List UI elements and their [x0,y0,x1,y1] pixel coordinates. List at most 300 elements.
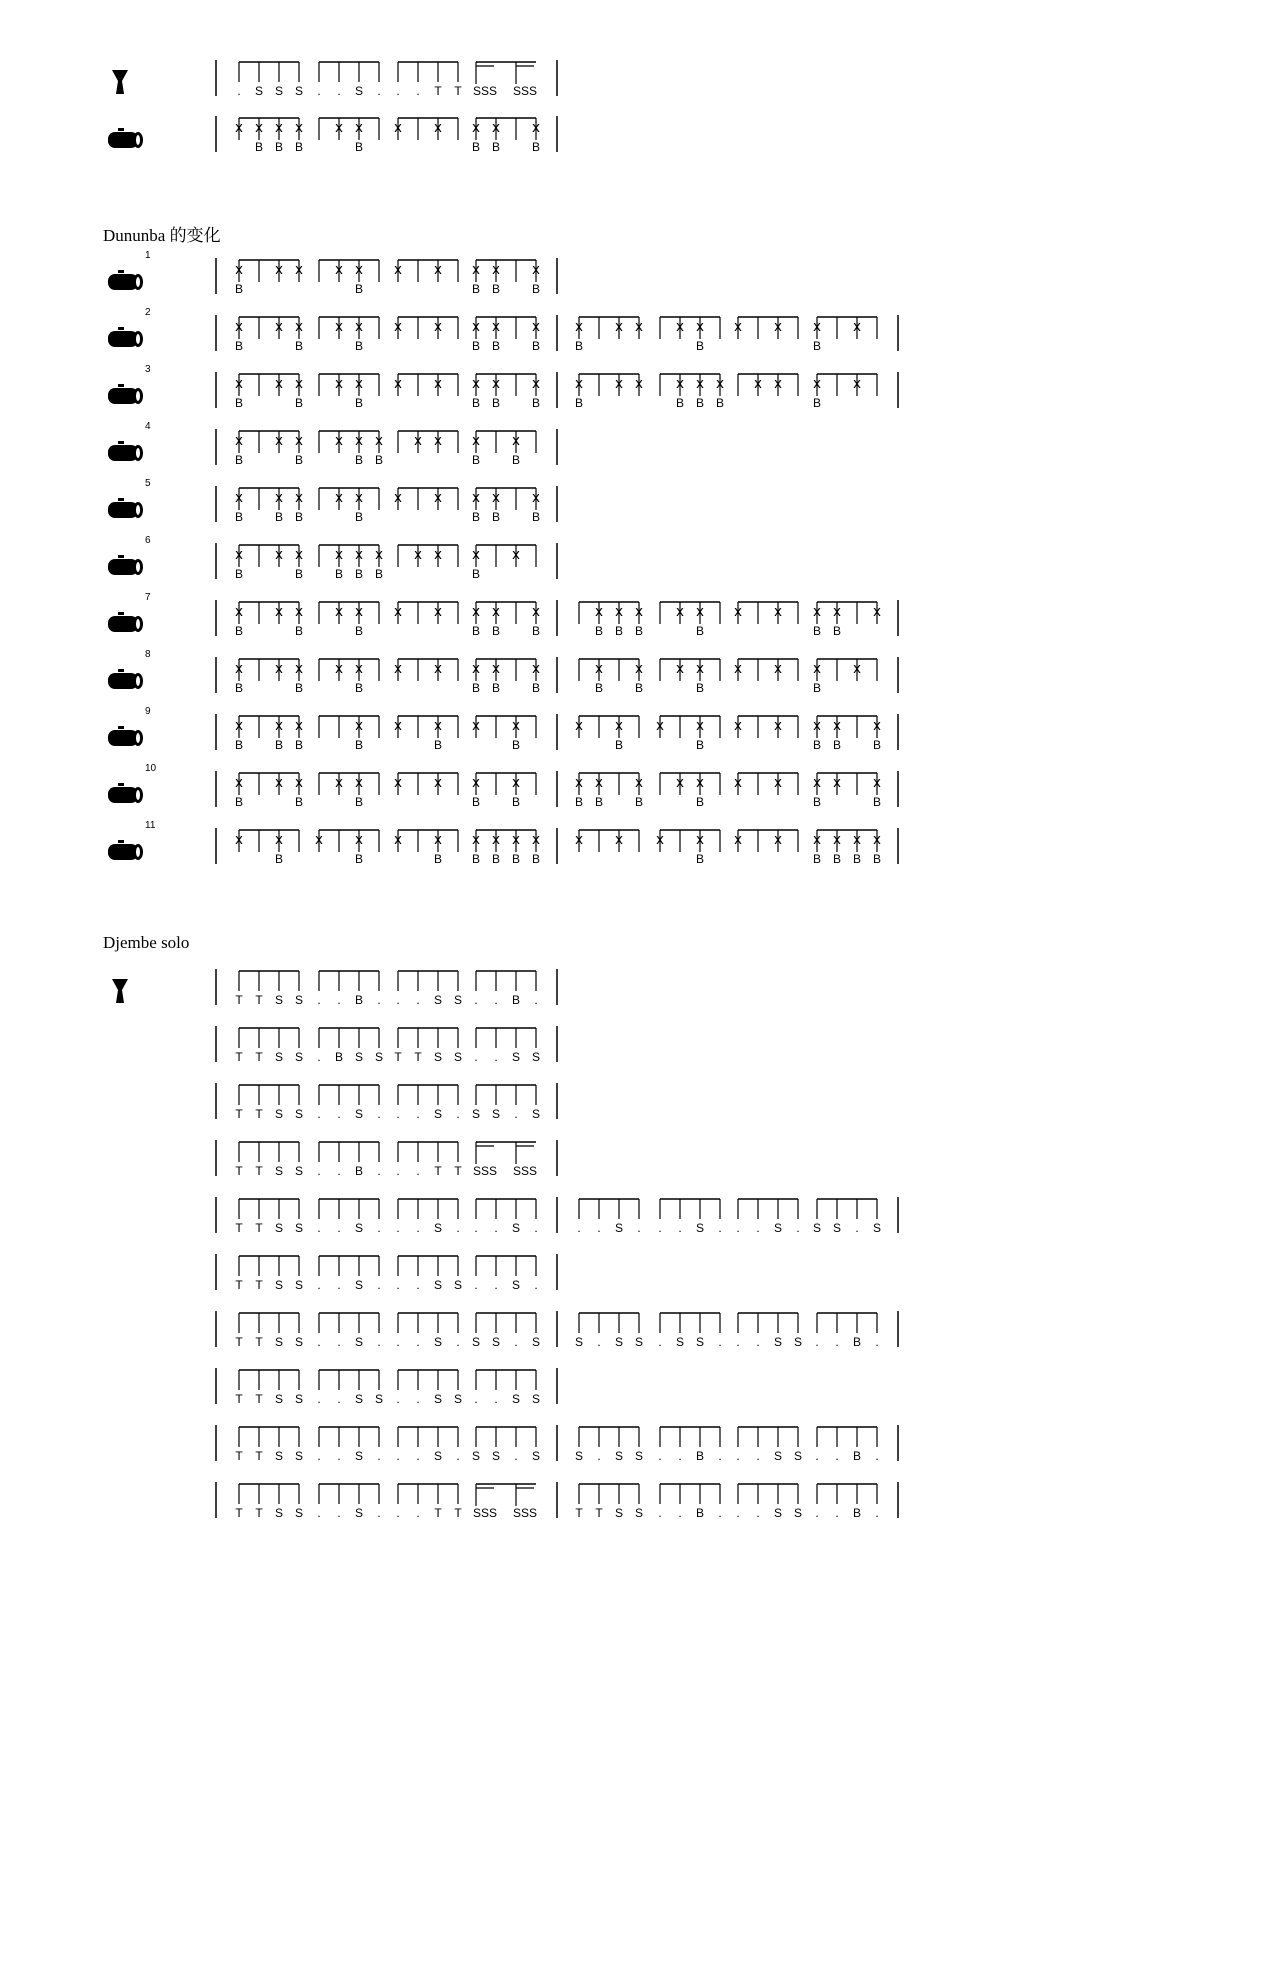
bass-note-label: B [471,282,481,296]
note-label: . [317,1164,321,1178]
notation-staff [0,1478,1024,1538]
bass-note-label: B [234,510,244,524]
bell-stroke-mark: x [275,546,283,563]
note-label: . [597,1221,601,1235]
bell-stroke-mark: x [696,318,704,335]
note-label: . [337,1221,341,1235]
bell-stroke-mark: x [656,831,664,848]
bell-stroke-mark: x [873,831,881,848]
bell-stroke-mark: x [853,831,861,848]
bell-stroke-mark: x [853,318,861,335]
note-label: S [614,1221,624,1235]
bell-stroke-mark: x [774,717,782,734]
variation-number: 8 [145,649,151,660]
bell-stroke-mark: x [813,831,821,848]
bell-stroke-mark: x [696,831,704,848]
bass-note-label: B [491,339,501,353]
bell-stroke-mark: x [355,261,363,278]
note-label: . [597,1449,601,1463]
note-label: T [255,1392,263,1406]
djembe-solo-row [0,1307,1024,1367]
bell-stroke-mark: x [355,432,363,449]
notation-staff [0,539,1024,599]
note-label: . [534,1221,538,1235]
bell-stroke-mark: x [235,489,243,506]
bell-stroke-mark: x [355,831,363,848]
note-label: . [396,1449,400,1463]
note-label: . [756,1449,760,1463]
note-label: S [531,1050,541,1064]
note-label: . [416,1506,420,1520]
note-label: S [574,1335,584,1349]
note-label: . [377,1278,381,1292]
note-label: . [835,1335,839,1349]
bass-note-label: B [491,681,501,695]
note-label: . [337,1335,341,1349]
bass-note-label: B [491,140,501,154]
bass-note-label: B [354,282,364,296]
note-label: . [337,1107,341,1121]
bell-stroke-mark: x [315,831,323,848]
bell-stroke-mark: x [394,831,402,848]
note-label: S [274,1107,284,1121]
bell-stroke-mark: x [335,375,343,392]
bell-stroke-mark: x [275,375,283,392]
bell-stroke-mark: x [676,774,684,791]
note-label: S [294,1050,304,1064]
bell-stroke-mark: x [734,717,742,734]
note-label: S [793,1506,803,1520]
note-label: . [637,1221,641,1235]
bell-stroke-mark: x [355,603,363,620]
note-label: . [494,1278,498,1292]
note-label: S [695,1221,705,1235]
bell-stroke-mark: x [434,119,442,136]
bell-stroke-mark: x [512,831,520,848]
bell-stroke-mark: x [774,375,782,392]
bass-note-label: B [872,738,882,752]
bell-stroke-mark: x [492,660,500,677]
bell-stroke-mark: x [295,375,303,392]
note-label: T [235,1449,243,1463]
note-label: . [474,1221,478,1235]
note-label: T [454,84,462,98]
note-label: B [334,1050,344,1064]
note-label: . [494,1392,498,1406]
note-label: T [454,1506,462,1520]
bell-stroke-mark: x [813,717,821,734]
bass-note-label: B [695,396,705,410]
bell-stroke-mark: x [615,603,623,620]
bell-stroke-mark: x [774,831,782,848]
bell-stroke-mark: x [575,831,583,848]
note-label: B [354,1164,364,1178]
bell-stroke-mark: x [656,717,664,734]
bass-note-label: B [274,852,284,866]
notation-staff [0,311,1024,371]
bell-stroke-mark: x [235,432,243,449]
section-title-dununba: Dununba 的变化 [103,226,221,245]
variation-number: 1 [145,250,151,261]
note-label: . [474,1392,478,1406]
note-label: S [354,1107,364,1121]
note-label: S [274,1449,284,1463]
bell-stroke-mark: x [394,774,402,791]
note-label: . [396,993,400,1007]
note-label: S [274,1392,284,1406]
bass-note-label: B [294,681,304,695]
note-label: S [695,1335,705,1349]
bell-stroke-mark: x [335,432,343,449]
note-label: T [255,1050,263,1064]
bass-note-label: B [234,567,244,581]
bell-stroke-mark: x [295,261,303,278]
note-label: S [634,1335,644,1349]
variation-number: 6 [145,535,151,546]
note-label: . [718,1335,722,1349]
note-label: . [317,1506,321,1520]
bass-note-label: B [511,795,521,809]
note-label: S [511,1050,521,1064]
bell-stroke-mark: x [414,432,422,449]
dununba-variation-row [0,763,1024,827]
note-label: . [494,1050,498,1064]
note-label: . [416,1221,420,1235]
note-label: . [514,1335,518,1349]
bass-note-label: B [354,795,364,809]
note-label: . [317,1107,321,1121]
note-label: . [396,1278,400,1292]
note-label: B [511,993,521,1007]
bell-stroke-mark: x [676,660,684,677]
notation-staff [0,710,1024,770]
bass-note-label: B [354,396,364,410]
note-label: . [534,993,538,1007]
bass-note-label: B [234,453,244,467]
notation-staff [0,1079,1024,1139]
note-label: . [474,1278,478,1292]
note-label: S [773,1221,783,1235]
variation-number: 3 [145,364,151,375]
bass-note-label: B [491,282,501,296]
bell-stroke-mark: x [335,119,343,136]
bass-note-label: B [695,624,705,638]
note-label: S [274,1506,284,1520]
note-label: T [575,1506,583,1520]
note-label: . [377,1335,381,1349]
note-label: . [337,1449,341,1463]
bell-stroke-mark: x [492,603,500,620]
note-label: . [597,1335,601,1349]
bell-stroke-mark: x [873,603,881,620]
note-label: . [396,1221,400,1235]
bell-stroke-mark: x [853,375,861,392]
dununba-variation-row [0,706,1024,770]
bass-note-label: B [471,681,481,695]
note-label: S [274,1164,284,1178]
note-label: . [815,1449,819,1463]
note-label: S [634,1449,644,1463]
note-label: . [736,1335,740,1349]
variation-number: 2 [145,307,151,318]
note-label: S [511,1221,521,1235]
djembe-solo-row [0,1079,1024,1139]
note-label: S [614,1335,624,1349]
note-label: S [294,1335,304,1349]
bell-stroke-mark: x [275,489,283,506]
bass-note-label: B [675,396,685,410]
bell-stroke-mark: x [615,318,623,335]
dununba-variation-row [0,364,1024,428]
section-title-djembe-solo: Djembe solo [103,933,190,952]
bass-note-label: B [812,396,822,410]
bass-note-label: B [695,738,705,752]
bass-note-label: B [614,624,624,638]
bass-note-label: B [574,795,584,809]
note-label: B [695,1449,705,1463]
note-label: S [433,1392,443,1406]
bell-stroke-mark: x [394,318,402,335]
note-label: SSS [472,1164,498,1178]
bass-note-label: B [274,510,284,524]
bell-stroke-mark: x [492,831,500,848]
notation-staff [0,112,1024,172]
bell-stroke-mark: x [434,318,442,335]
note-label: S [471,1107,481,1121]
bass-note-label: B [471,852,481,866]
note-label: . [377,1164,381,1178]
bell-stroke-mark: x [434,603,442,620]
bell-stroke-mark: x [873,717,881,734]
note-label: T [434,1506,442,1520]
bass-note-label: B [531,624,541,638]
note-label: . [456,1107,460,1121]
note-label: . [875,1506,879,1520]
bell-stroke-mark: x [472,375,480,392]
note-label: . [474,993,478,1007]
note-label: T [235,993,243,1007]
notation-staff [0,368,1024,428]
bass-note-label: B [872,852,882,866]
bell-stroke-mark: x [492,318,500,335]
note-label: S [453,993,463,1007]
bell-stroke-mark: x [472,717,480,734]
bass-note-label: B [634,624,644,638]
note-label: . [396,1392,400,1406]
bass-note-label: B [491,396,501,410]
bass-note-label: B [812,738,822,752]
note-label: . [756,1506,760,1520]
bell-stroke-mark: x [472,261,480,278]
notation-staff [0,1307,1024,1367]
note-label: . [855,1221,859,1235]
bell-stroke-mark: x [595,774,603,791]
notation-staff [0,1136,1024,1196]
note-label: . [416,1278,420,1292]
bell-stroke-mark: x [434,489,442,506]
bell-stroke-mark: x [295,432,303,449]
bell-stroke-mark: x [472,432,480,449]
bell-stroke-mark: x [813,774,821,791]
bass-note-label: B [471,795,481,809]
note-label: . [456,1221,460,1235]
bell-stroke-mark: x [774,318,782,335]
bell-stroke-mark: x [615,831,623,848]
bass-note-label: B [812,681,822,695]
note-label: . [317,1335,321,1349]
bell-stroke-mark: x [492,375,500,392]
note-label: . [337,1164,341,1178]
bell-stroke-mark: x [492,119,500,136]
bell-stroke-mark: x [575,318,583,335]
note-label: S [812,1221,822,1235]
bass-note-label: B [594,624,604,638]
note-label: T [255,1107,263,1121]
bass-note-label: B [511,738,521,752]
note-label: S [531,1392,541,1406]
bell-stroke-mark: x [394,489,402,506]
bass-note-label: B [695,681,705,695]
bass-note-label: B [334,567,344,581]
note-label: T [235,1164,243,1178]
bell-stroke-mark: x [696,774,704,791]
note-label: S [274,1221,284,1235]
bell-stroke-mark: x [734,318,742,335]
bell-stroke-mark: x [833,717,841,734]
bell-stroke-mark: x [696,717,704,734]
bass-note-label: B [511,852,521,866]
djembe-solo-row [0,1421,1024,1481]
note-label: S [773,1449,783,1463]
note-label: T [235,1278,243,1292]
note-label: S [832,1221,842,1235]
note-label: . [875,1335,879,1349]
bell-stroke-mark: x [813,318,821,335]
intro-row-dununba [0,112,1024,172]
bass-note-label: B [294,339,304,353]
bass-note-label: B [471,510,481,524]
note-label: T [255,1506,263,1520]
bell-stroke-mark: x [575,375,583,392]
bass-note-label: B [234,624,244,638]
note-label: S [574,1449,584,1463]
bell-stroke-mark: x [235,318,243,335]
note-label: . [416,1107,420,1121]
bell-stroke-mark: x [472,660,480,677]
note-label: S [354,1506,364,1520]
notation-staff [0,1421,1024,1481]
note-label: T [235,1335,243,1349]
note-label: S [471,1335,481,1349]
bass-note-label: B [491,510,501,524]
bell-stroke-mark: x [734,603,742,620]
note-label: SSS [512,1164,538,1178]
bell-stroke-mark: x [295,318,303,335]
djembe-solo-row [0,1364,1024,1424]
djembe-solo-row [0,1193,1024,1253]
bell-stroke-mark: x [833,603,841,620]
note-label: . [678,1449,682,1463]
bass-note-label: B [354,681,364,695]
notation-staff [0,1364,1024,1424]
note-label: . [514,1107,518,1121]
bass-note-label: B [234,339,244,353]
note-label: S [374,1050,384,1064]
note-label: S [433,1278,443,1292]
note-label: . [815,1506,819,1520]
bass-note-label: B [274,140,284,154]
bass-note-label: B [354,567,364,581]
note-label: S [294,1506,304,1520]
intro-row-djembe [0,56,1024,116]
bell-stroke-mark: x [295,119,303,136]
bell-stroke-mark: x [394,375,402,392]
note-label: T [235,1221,243,1235]
bell-stroke-mark: x [394,660,402,677]
bell-stroke-mark: x [696,660,704,677]
note-label: . [756,1335,760,1349]
bell-stroke-mark: x [532,660,540,677]
bass-note-label: B [812,795,822,809]
dununba-variation-row [0,421,1024,485]
bass-note-label: B [354,339,364,353]
variation-number: 7 [145,592,151,603]
note-label: . [416,1335,420,1349]
bell-stroke-mark: x [635,660,643,677]
note-label: . [377,1506,381,1520]
note-label: S [274,1335,284,1349]
bass-note-label: B [354,140,364,154]
bass-note-label: B [294,453,304,467]
bell-stroke-mark: x [335,489,343,506]
notation-staff [0,425,1024,485]
bell-stroke-mark: x [295,660,303,677]
bell-stroke-mark: x [255,119,263,136]
bass-note-label: B [354,738,364,752]
notation-staff [0,653,1024,713]
note-label: . [835,1506,839,1520]
dununba-variation-row [0,592,1024,656]
note-label: T [235,1050,243,1064]
bass-note-label: B [234,681,244,695]
bell-stroke-mark: x [774,774,782,791]
notation-staff [0,482,1024,542]
note-label: T [235,1107,243,1121]
bass-note-label: B [812,339,822,353]
bell-stroke-mark: x [635,318,643,335]
bass-note-label: B [511,453,521,467]
note-label: S [471,1449,481,1463]
bell-stroke-mark: x [873,774,881,791]
bell-stroke-mark: x [355,717,363,734]
note-label: B [354,993,364,1007]
note-label: . [678,1221,682,1235]
bass-note-label: B [695,339,705,353]
bell-stroke-mark: x [575,774,583,791]
note-label: S [433,1449,443,1463]
note-label: . [416,84,420,98]
note-label: S [354,1392,364,1406]
bass-note-label: B [574,339,584,353]
note-label: S [433,993,443,1007]
bell-stroke-mark: x [472,546,480,563]
note-label: S [675,1335,685,1349]
notation-staff [0,1022,1024,1082]
note-label: . [396,1107,400,1121]
dununba-variation-row [0,820,1024,884]
bell-stroke-mark: x [635,774,643,791]
note-label: S [531,1335,541,1349]
